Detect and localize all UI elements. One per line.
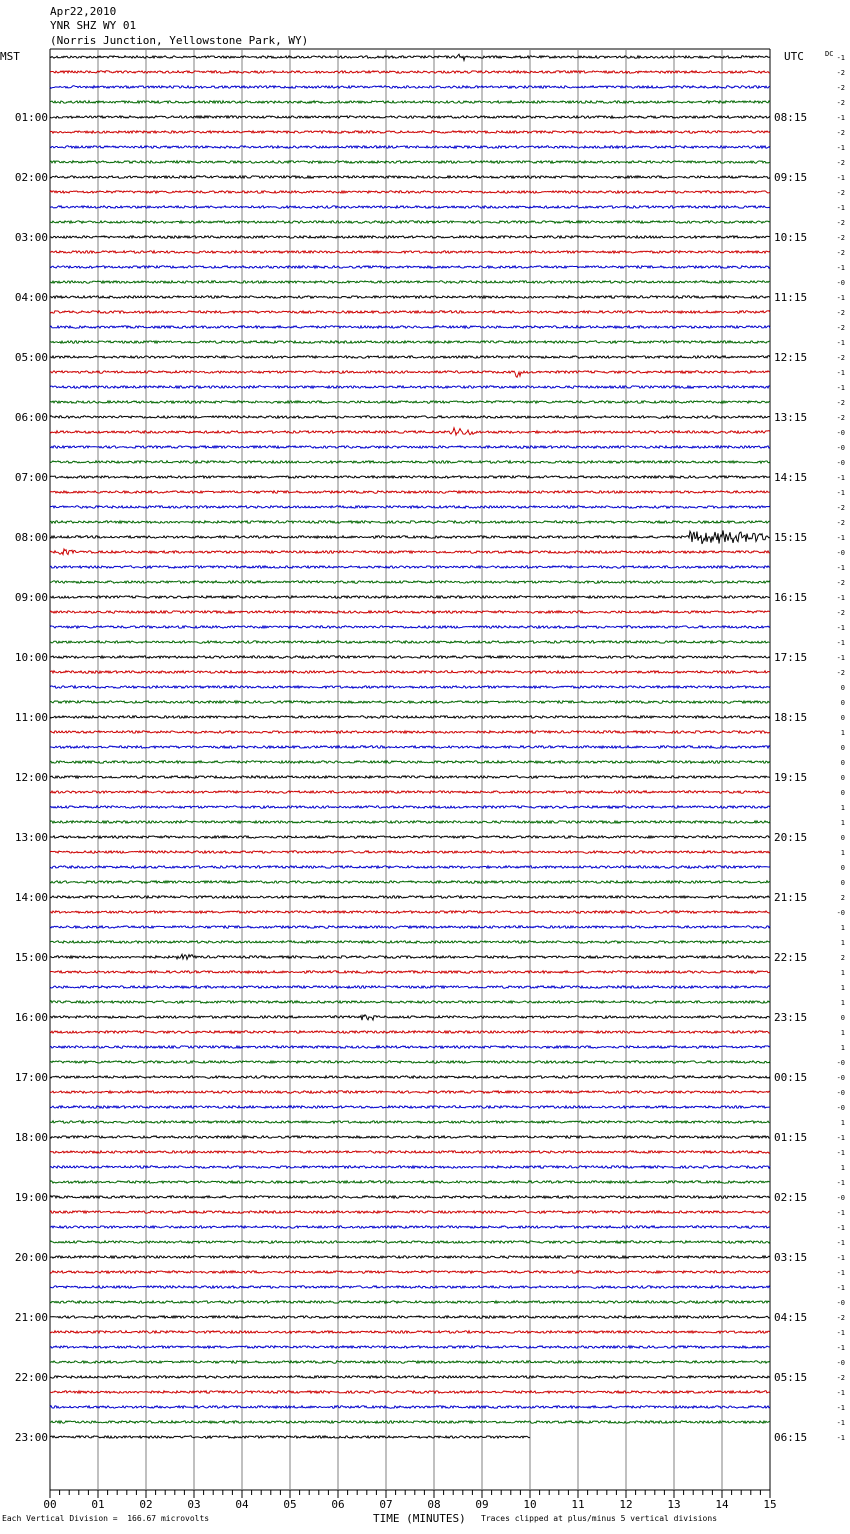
dc-offset-label: 0 xyxy=(840,1014,845,1022)
dc-offset-label: -0 xyxy=(836,1299,845,1307)
seismic-trace xyxy=(50,521,770,523)
x-tick-label: 09 xyxy=(475,1498,489,1511)
seismic-trace xyxy=(50,1346,770,1348)
utc-hour-label: 14:15 xyxy=(774,471,808,484)
vertical-division-note: Each Vertical Division = 166.67 microvolts xyxy=(2,1514,210,1523)
dc-label: DC xyxy=(825,50,834,58)
seismic-trace xyxy=(50,581,770,583)
seismic-trace xyxy=(50,416,770,418)
utc-hour-label: 06:15 xyxy=(774,1431,808,1444)
utc-hour-label: 18:15 xyxy=(774,711,808,724)
mst-hour-label: 19:00 xyxy=(14,1191,48,1204)
seismic-trace xyxy=(50,1256,770,1258)
seismic-trace xyxy=(50,1316,770,1318)
dc-offset-label: 0 xyxy=(840,744,845,752)
mst-hour-label: 05:00 xyxy=(14,351,48,364)
dc-offset-label: 0 xyxy=(840,879,845,887)
seismic-trace xyxy=(50,686,770,688)
seismic-trace xyxy=(50,1226,770,1228)
x-tick-label: 01 xyxy=(91,1498,105,1511)
seismic-trace xyxy=(50,491,770,493)
mst-hour-label: 22:00 xyxy=(14,1371,48,1384)
x-tick-label: 12 xyxy=(619,1498,633,1511)
dc-offset-label: -1 xyxy=(836,1329,845,1337)
x-tick-label: 10 xyxy=(523,1498,537,1511)
dc-offset-label: -1 xyxy=(836,489,845,497)
dc-offset-label: 0 xyxy=(840,864,845,872)
seismic-trace xyxy=(50,1331,770,1333)
dc-offset-label: 0 xyxy=(840,699,845,707)
seismic-trace xyxy=(50,1091,770,1093)
utc-hour-label: 00:15 xyxy=(774,1071,808,1084)
seismic-trace xyxy=(50,356,770,358)
dc-offset-label: -2 xyxy=(836,399,845,407)
seismic-trace xyxy=(50,941,770,943)
utc-hour-label: 16:15 xyxy=(774,591,808,604)
dc-offset-label: -1 xyxy=(836,264,845,272)
mst-hour-label: 16:00 xyxy=(14,1011,48,1024)
dc-offset-label: -0 xyxy=(836,1194,845,1202)
mst-hour-label: 12:00 xyxy=(14,771,48,784)
seismic-trace xyxy=(50,851,770,853)
dc-offset-label: 1 xyxy=(840,729,845,737)
utc-hour-label: 02:15 xyxy=(774,1191,808,1204)
dc-offset-label: -1 xyxy=(836,294,845,302)
seismic-trace xyxy=(50,1361,770,1363)
dc-offset-label: -1 xyxy=(836,564,845,572)
mst-hour-label: 11:00 xyxy=(14,711,48,724)
dc-offset-label: 1 xyxy=(840,1029,845,1037)
seismic-trace xyxy=(50,206,770,208)
dc-offset-label: -0 xyxy=(836,549,845,557)
x-tick-label: 13 xyxy=(667,1498,681,1511)
seismic-trace xyxy=(50,566,770,568)
dc-offset-label: -0 xyxy=(836,444,845,452)
mst-hour-label: 21:00 xyxy=(14,1311,48,1324)
seismic-trace xyxy=(50,251,770,253)
seismic-trace xyxy=(50,101,770,103)
utc-hour-label: 12:15 xyxy=(774,351,808,364)
dc-offset-label: -1 xyxy=(836,1254,845,1262)
dc-offset-label: 1 xyxy=(840,849,845,857)
utc-hour-label: 23:15 xyxy=(774,1011,808,1024)
mst-hour-label: 17:00 xyxy=(14,1071,48,1084)
seismic-trace xyxy=(50,1301,770,1303)
dc-offset-label: -0 xyxy=(836,279,845,287)
dc-offset-label: -2 xyxy=(836,219,845,227)
seismic-trace xyxy=(50,701,770,703)
dc-offset-label: -1 xyxy=(836,204,845,212)
mst-hour-label: 23:00 xyxy=(14,1431,48,1444)
dc-offset-label: -1 xyxy=(836,534,845,542)
utc-hour-label: 19:15 xyxy=(774,771,808,784)
seismic-trace xyxy=(50,641,770,643)
dc-offset-label: 1 xyxy=(840,1044,845,1052)
dc-offset-label: -1 xyxy=(836,174,845,182)
seismic-trace xyxy=(50,1391,770,1393)
seismic-trace xyxy=(50,1046,770,1048)
dc-offset-label: 0 xyxy=(840,759,845,767)
dc-offset-label: -2 xyxy=(836,249,845,257)
seismic-trace xyxy=(50,296,770,298)
dc-offset-label: 1 xyxy=(840,1119,845,1127)
dc-offset-label: -1 xyxy=(836,1209,845,1217)
dc-offset-label: -2 xyxy=(836,669,845,677)
dc-offset-label: -2 xyxy=(836,84,845,92)
seismic-trace xyxy=(50,791,770,793)
seismic-trace xyxy=(50,191,770,193)
dc-offset-label: -2 xyxy=(836,99,845,107)
utc-hour-label: 21:15 xyxy=(774,891,808,904)
seismic-trace xyxy=(50,176,770,178)
seismic-trace xyxy=(50,806,770,808)
dc-offset-label: 0 xyxy=(840,714,845,722)
seismic-trace xyxy=(50,954,770,959)
seismic-trace xyxy=(50,161,770,163)
utc-hour-label: 03:15 xyxy=(774,1251,808,1264)
mst-hour-label: 06:00 xyxy=(14,411,48,424)
utc-hour-label: 01:15 xyxy=(774,1131,808,1144)
record-date: Apr22,2010 xyxy=(50,5,117,18)
dc-offset-label: 0 xyxy=(840,774,845,782)
dc-offset-label: -1 xyxy=(836,1239,845,1247)
seismic-trace xyxy=(50,1166,770,1168)
mst-hour-label: 02:00 xyxy=(14,171,48,184)
x-tick-label: 04 xyxy=(235,1498,249,1511)
dc-offset-label: 0 xyxy=(840,789,845,797)
dc-offset-label: -0 xyxy=(836,429,845,437)
utc-hour-label: 08:15 xyxy=(774,111,808,124)
seismic-trace xyxy=(50,1106,770,1108)
dc-offset-label: -0 xyxy=(836,1074,845,1082)
seismic-trace xyxy=(50,1151,770,1153)
dc-offset-label: 1 xyxy=(840,924,845,932)
mst-hour-label: 01:00 xyxy=(14,111,48,124)
dc-offset-label: -1 xyxy=(836,1149,845,1157)
mst-hour-label: 20:00 xyxy=(14,1251,48,1264)
seismic-trace xyxy=(50,476,770,478)
x-tick-label: 02 xyxy=(139,1498,153,1511)
dc-offset-label: -1 xyxy=(836,339,845,347)
dc-offset-label: -2 xyxy=(836,354,845,362)
dc-offset-label: 1 xyxy=(840,984,845,992)
dc-offset-label: -2 xyxy=(836,234,845,242)
mst-hour-label: 18:00 xyxy=(14,1131,48,1144)
dc-offset-label: -0 xyxy=(836,1089,845,1097)
dc-offset-label: -1 xyxy=(836,654,845,662)
utc-hour-label: 05:15 xyxy=(774,1371,808,1384)
dc-offset-label: -0 xyxy=(836,909,845,917)
dc-offset-label: -1 xyxy=(836,1284,845,1292)
seismic-trace xyxy=(50,1061,770,1063)
utc-hour-label: 22:15 xyxy=(774,951,808,964)
seismic-trace xyxy=(50,86,770,88)
seismic-trace xyxy=(50,971,770,973)
seismic-trace xyxy=(50,1421,770,1423)
seismic-trace xyxy=(50,611,770,613)
seismic-trace xyxy=(50,236,770,238)
seismic-trace xyxy=(50,549,770,555)
seismic-trace xyxy=(50,896,770,898)
dc-offset-label: -2 xyxy=(836,579,845,587)
seismic-trace xyxy=(50,326,770,328)
utc-hour-label: 10:15 xyxy=(774,231,808,244)
seismic-trace xyxy=(50,506,770,508)
dc-offset-label: -1 xyxy=(836,1344,845,1352)
x-tick-label: 14 xyxy=(715,1498,729,1511)
x-tick-label: 03 xyxy=(187,1498,201,1511)
seismic-trace xyxy=(50,1211,770,1213)
seismic-trace xyxy=(50,1271,770,1273)
x-tick-label: 11 xyxy=(571,1498,585,1511)
seismic-trace xyxy=(50,131,770,133)
seismic-trace xyxy=(50,1015,770,1020)
x-tick-label: 00 xyxy=(43,1498,57,1511)
seismic-trace xyxy=(50,776,770,778)
seismic-trace xyxy=(50,371,770,378)
mst-hour-label: 08:00 xyxy=(14,531,48,544)
seismic-trace xyxy=(50,1376,770,1378)
dc-offset-label: -1 xyxy=(836,1419,845,1427)
utc-hour-label: 15:15 xyxy=(774,531,808,544)
seismic-trace xyxy=(50,866,770,868)
seismic-trace xyxy=(50,986,770,988)
x-tick-label: 08 xyxy=(427,1498,441,1511)
utc-hour-label: 17:15 xyxy=(774,651,808,664)
utc-hour-label: 11:15 xyxy=(774,291,808,304)
utc-hour-label: 04:15 xyxy=(774,1311,808,1324)
dc-offset-label: 2 xyxy=(840,954,845,962)
seismic-trace xyxy=(50,221,770,223)
dc-offset-label: -2 xyxy=(836,504,845,512)
dc-offset-label: 0 xyxy=(840,684,845,692)
utc-hour-label: 20:15 xyxy=(774,831,808,844)
dc-offset-label: 1 xyxy=(840,999,845,1007)
seismic-trace xyxy=(50,656,770,658)
dc-offset-label: -1 xyxy=(836,1179,845,1187)
seismic-trace xyxy=(50,1241,770,1243)
dc-offset-label: -2 xyxy=(836,519,845,527)
dc-offset-label: -1 xyxy=(836,639,845,647)
mst-hour-label: 03:00 xyxy=(14,231,48,244)
dc-offset-label: -0 xyxy=(836,459,845,467)
seismic-trace xyxy=(50,428,770,435)
seismic-trace xyxy=(50,1406,770,1408)
x-tick-label: 15 xyxy=(763,1498,777,1511)
dc-offset-label: -1 xyxy=(836,54,845,62)
dc-offset-label: -2 xyxy=(836,159,845,167)
seismic-trace xyxy=(50,1286,770,1288)
dc-offset-label: -2 xyxy=(836,609,845,617)
seismic-trace xyxy=(50,341,770,343)
dc-offset-label: -2 xyxy=(836,324,845,332)
x-tick-label: 06 xyxy=(331,1498,345,1511)
mst-hour-label: 14:00 xyxy=(14,891,48,904)
dc-offset-label: -2 xyxy=(836,129,845,137)
seismic-trace xyxy=(50,54,770,60)
seismic-trace xyxy=(50,71,770,73)
dc-offset-label: 1 xyxy=(840,804,845,812)
right-axis-title: UTC xyxy=(784,50,804,63)
dc-offset-label: -2 xyxy=(836,1374,845,1382)
seismic-trace xyxy=(50,446,770,448)
seismic-trace xyxy=(50,386,770,388)
dc-offset-label: 1 xyxy=(840,1164,845,1172)
dc-offset-label: -2 xyxy=(836,1314,845,1322)
mst-hour-label: 15:00 xyxy=(14,951,48,964)
dc-offset-label: -2 xyxy=(836,414,845,422)
seismic-trace xyxy=(50,266,770,268)
seismic-trace xyxy=(50,746,770,748)
seismic-trace xyxy=(50,821,770,823)
seismic-trace xyxy=(50,731,770,733)
x-tick-label: 07 xyxy=(379,1498,393,1511)
seismic-trace xyxy=(50,596,770,598)
seismic-trace xyxy=(50,881,770,883)
utc-hour-label: 09:15 xyxy=(774,171,808,184)
seismic-trace xyxy=(50,926,770,928)
seismic-trace xyxy=(50,146,770,148)
seismic-trace xyxy=(50,836,770,838)
seismic-trace xyxy=(50,1031,770,1033)
clipping-note: Traces clipped at plus/minus 5 vertical divisions xyxy=(481,1514,718,1523)
mst-hour-label: 10:00 xyxy=(14,651,48,664)
mst-hour-label: 13:00 xyxy=(14,831,48,844)
dc-offset-label: 1 xyxy=(840,819,845,827)
seismic-trace xyxy=(50,716,770,718)
seismic-trace xyxy=(50,911,770,913)
seismic-trace xyxy=(50,1181,770,1183)
utc-hour-label: 13:15 xyxy=(774,411,808,424)
dc-offset-label: -1 xyxy=(836,1434,845,1442)
seismic-trace xyxy=(50,1076,770,1078)
dc-offset-label: -1 xyxy=(836,474,845,482)
dc-offset-label: -2 xyxy=(836,189,845,197)
x-tick-label: 05 xyxy=(283,1498,297,1511)
seismic-trace xyxy=(50,1001,770,1003)
seismic-trace xyxy=(50,671,770,673)
seismic-trace xyxy=(50,626,770,628)
dc-offset-label: -1 xyxy=(836,384,845,392)
dc-offset-label: -0 xyxy=(836,1059,845,1067)
mst-hour-label: 09:00 xyxy=(14,591,48,604)
dc-offset-label: 0 xyxy=(840,834,845,842)
seismic-trace xyxy=(50,531,770,545)
dc-offset-label: -1 xyxy=(836,1269,845,1277)
dc-offset-label: -1 xyxy=(836,1134,845,1142)
dc-offset-label: -1 xyxy=(836,624,845,632)
mst-hour-label: 07:00 xyxy=(14,471,48,484)
dc-offset-label: -1 xyxy=(836,1404,845,1412)
seismic-trace xyxy=(50,1121,770,1123)
dc-offset-label: -2 xyxy=(836,69,845,77)
seismic-trace xyxy=(50,311,770,313)
dc-offset-label: -0 xyxy=(836,1359,845,1367)
dc-offset-label: 2 xyxy=(840,894,845,902)
dc-offset-label: -1 xyxy=(836,369,845,377)
dc-offset-label: 1 xyxy=(840,939,845,947)
station-location: (Norris Junction, Yellowstone Park, WY) xyxy=(50,34,309,47)
seismic-trace xyxy=(50,461,770,463)
dc-offset-label: -1 xyxy=(836,144,845,152)
dc-offset-label: -0 xyxy=(836,1104,845,1112)
dc-offset-label: 1 xyxy=(840,969,845,977)
seismic-trace xyxy=(50,116,770,118)
seismic-trace xyxy=(50,761,770,763)
seismic-trace xyxy=(50,281,770,283)
x-axis-label: TIME (MINUTES) xyxy=(373,1512,466,1525)
left-axis-title: MST xyxy=(0,50,20,63)
seismic-trace xyxy=(50,1196,770,1198)
dc-offset-label: -1 xyxy=(836,1389,845,1397)
mst-hour-label: 04:00 xyxy=(14,291,48,304)
dc-offset-label: -1 xyxy=(836,594,845,602)
station-code: YNR SHZ WY 01 xyxy=(50,19,137,32)
dc-offset-label: -1 xyxy=(836,1224,845,1232)
seismic-trace xyxy=(50,1136,770,1138)
dc-offset-label: -2 xyxy=(836,309,845,317)
seismic-trace xyxy=(50,401,770,403)
dc-offset-label: -1 xyxy=(836,114,845,122)
